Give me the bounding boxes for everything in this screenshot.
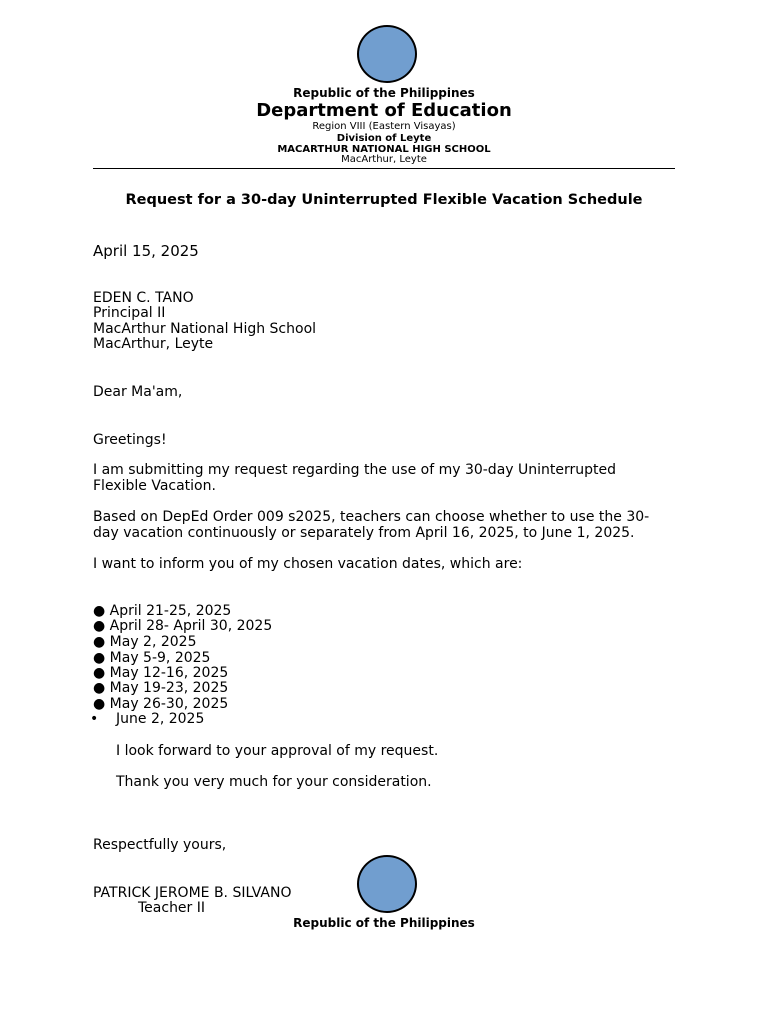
letter-date: April 15, 2025 bbox=[93, 242, 199, 260]
paragraph-inform: I want to inform you of my chosen vacation dates, which are: bbox=[93, 556, 523, 572]
header-republic: Republic of the Philippines bbox=[293, 86, 475, 100]
vacation-date-bullet: • bbox=[90, 711, 99, 727]
salutation: Dear Ma'am, bbox=[93, 384, 183, 400]
vacation-date-item: ● May 2, 2025 bbox=[93, 634, 197, 650]
recipient-school: MacArthur National High School bbox=[93, 321, 317, 337]
closing-approval: I look forward to your approval of my request. bbox=[116, 743, 439, 759]
header-division: Division of Leyte bbox=[336, 133, 432, 144]
vacation-date-last: June 2, 2025 bbox=[116, 711, 205, 727]
deped-seal-icon bbox=[357, 855, 417, 913]
footer-republic: Republic of the Philippines bbox=[293, 916, 475, 930]
vacation-date-item: ● May 12-16, 2025 bbox=[93, 665, 229, 681]
deped-seal-icon bbox=[357, 25, 417, 83]
header-region: Region VIII (Eastern Visayas) bbox=[312, 121, 456, 132]
header-department: Department of Education bbox=[256, 100, 512, 121]
greeting: Greetings! bbox=[93, 432, 167, 448]
vacation-date-item: ● April 28- April 30, 2025 bbox=[93, 618, 273, 634]
recipient-address: MacArthur, Leyte bbox=[93, 336, 214, 352]
recipient-position: Principal II bbox=[93, 305, 166, 321]
paragraph-deped-order: Based on DepEd Order 009 s2025, teachers can choose whether to use the 30-day vacation continuously or separately from April 16, 2025, to June 1, 2025. bbox=[93, 509, 650, 541]
paragraph-request: I am submitting my request regarding the use of my 30-day Uninterrupted Flexible Vacation. bbox=[93, 462, 617, 494]
letter-title: Request for a 30-day Uninterrupted Flexible Vacation Schedule bbox=[125, 192, 643, 208]
vacation-date-item: ● May 5-9, 2025 bbox=[93, 650, 211, 666]
vacation-date-item: ● May 26-30, 2025 bbox=[93, 696, 229, 712]
header-location: MacArthur, Leyte bbox=[341, 154, 427, 165]
vacation-date-item: ● April 21-25, 2025 bbox=[93, 603, 232, 619]
recipient-name: EDEN C. TANO bbox=[93, 290, 194, 306]
signoff: Respectfully yours, bbox=[93, 837, 227, 853]
vacation-date-item: ● May 19-23, 2025 bbox=[93, 680, 229, 696]
sender-name: PATRICK JEROME B. SILVANO bbox=[93, 885, 292, 901]
header-school: MACARTHUR NATIONAL HIGH SCHOOL bbox=[277, 144, 491, 155]
header-divider bbox=[93, 168, 675, 169]
closing-thanks: Thank you very much for your consideration. bbox=[116, 774, 432, 790]
sender-position: Teacher II bbox=[138, 900, 206, 916]
